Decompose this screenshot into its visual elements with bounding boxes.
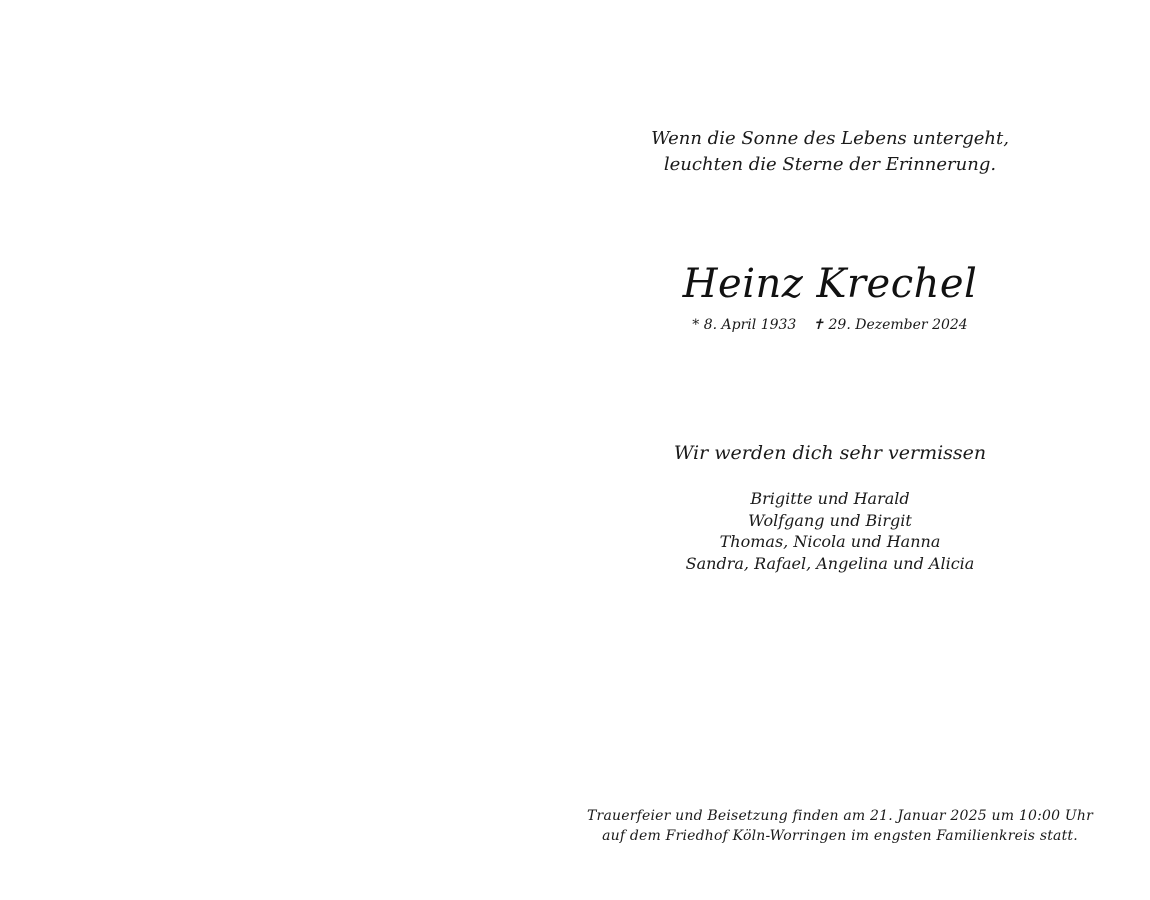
life-dates: [580, 315, 1080, 335]
notice-line-1: Trauerfeier und Beisetzung finden am 21. Januar 2025 um 10:00 Uhr: [587, 808, 1093, 824]
farewell-message: Wir werden dich sehr vermissen: [673, 442, 987, 464]
family-member-line: Sandra, Rafael, Angelina und Alicia: [685, 553, 975, 573]
notice-line-2: auf dem Friedhof Köln-Worringen im engsten Familienkreis statt.: [602, 828, 1078, 844]
funeral-notice: [560, 806, 1120, 846]
death-date: ✝ 29. Dezember 2024: [812, 317, 968, 333]
family-member-line: Wolfgang und Birgit: [748, 510, 912, 530]
deceased-name: Heinz Krechel: [682, 261, 978, 307]
quote-line-1: Wenn die Sonne des Lebens untergeht,: [651, 128, 1009, 149]
memorial-quote: [580, 126, 1080, 178]
birth-date: * 8. April 1933: [692, 317, 797, 333]
family-member-line: Brigitte und Harald: [750, 489, 910, 508]
family-member-line: Thomas, Nicola und Hanna: [719, 532, 941, 551]
family-list: [580, 488, 1080, 574]
quote-line-2: leuchten die Sterne der Erinnerung.: [663, 154, 997, 175]
